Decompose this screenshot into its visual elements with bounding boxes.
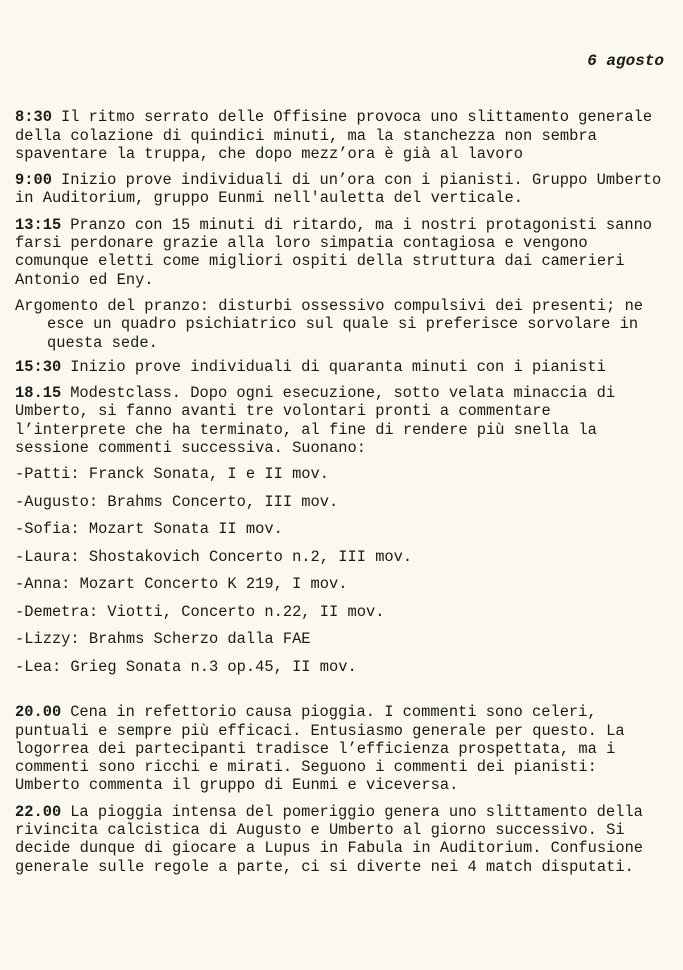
entry-time: 9:00: [15, 171, 52, 190]
entry-time: 8:30: [15, 108, 52, 127]
entry-text: Argomento del pranzo: disturbi ossessivo compulsivi dei presenti; ne esce un quadro psichiatrico sul quale si preferisce sorvolare in questa sede.: [15, 296, 644, 352]
entry-text: Modestclass. Dopo ogni esecuzione, sotto velata minaccia di Umberto, si fanno avanti tre volontari pronti a commentare l’interprete che ha terminato, al fine di rendere più snella la sessione commenti successiva. Suonano:: [15, 384, 616, 458]
list-item: -Laura: Shostakovich Concerto n.2, III mov.: [15, 547, 413, 566]
entry-1315: [15, 216, 664, 289]
list-item: -Patti: Franck Sonata, I e II mov.: [15, 465, 330, 484]
entry-2200: [15, 803, 664, 876]
entry-text: Pranzo con 15 minuti di ritardo, ma i nostri protagonisti sanno farsi perdonare grazie alla loro simpatia contagiosa e vengono comunque eletti come migliori ospiti della struttura dai camerieri Antonio ed Eny.: [15, 215, 653, 289]
page-date: 6 agosto: [587, 52, 664, 70]
entry-2000: [15, 703, 664, 794]
entry-0900: [15, 171, 664, 208]
entry-0830: [15, 108, 664, 163]
entry-time: 20.00: [15, 703, 62, 722]
entry-1530: [15, 358, 664, 376]
entry-lunch-topic: [15, 297, 664, 352]
performer-list: [15, 465, 664, 676]
entry-time: 18.15: [15, 384, 62, 403]
list-item: -Augusto: Brahms Concerto, III mov.: [15, 492, 339, 511]
entry-text: Il ritmo serrato delle Offisine provoca uno slittamento generale della colazione di quindici minuti, ma la stanchezza non sembra spaventare la truppa, che dopo mezz’ora è già al lavoro: [15, 108, 653, 163]
entry-text: La pioggia intensa del pomeriggio genera uno slittamento della rivincita calcistica di Augusto e Umberto al giorno successivo. Si decide dunque di giocare a Lupus in Fabula in Auditorium. Confusione generale sulle regole a parte, ci si diverte nei 4 match disputati.: [15, 802, 644, 876]
entry-time: 22.00: [15, 802, 62, 821]
entry-text: Inizio prove individuali di quaranta minuti con i pianisti: [70, 357, 606, 376]
list-item: -Lea: Grieg Sonata n.3 op.45, II mov.: [15, 657, 357, 676]
entry-text: Cena in refettorio causa pioggia. I commenti sono celeri, puntuali e sempre più efficaci. Entusiasmo generale per questo. La logorrea dei partecipanti tradisce l’efficienza prospettata, ma i commenti sono ricchi e mirati. Seguono i commenti dei pianisti: Umberto commenta il gruppo di Eunmi e viceversa.: [15, 703, 625, 795]
list-item: -Anna: Mozart Concerto K 219, I mov.: [15, 575, 348, 594]
list-item: -Sofia: Mozart Sonata II mov.: [15, 520, 283, 539]
section-gap: [15, 685, 664, 703]
entry-1815: [15, 384, 664, 457]
entry-time: 13:15: [15, 215, 62, 234]
entry-time: 15:30: [15, 357, 62, 376]
list-item: -Demetra: Viotti, Concerto n.22, II mov.: [15, 602, 385, 621]
entry-text: Inizio prove individuali di un’ora con i pianisti. Gruppo Umberto in Auditorium, gruppo Eunmi nell'auletta del verticale.: [15, 171, 662, 208]
list-item: -Lizzy: Brahms Scherzo dalla FAE: [15, 630, 311, 649]
